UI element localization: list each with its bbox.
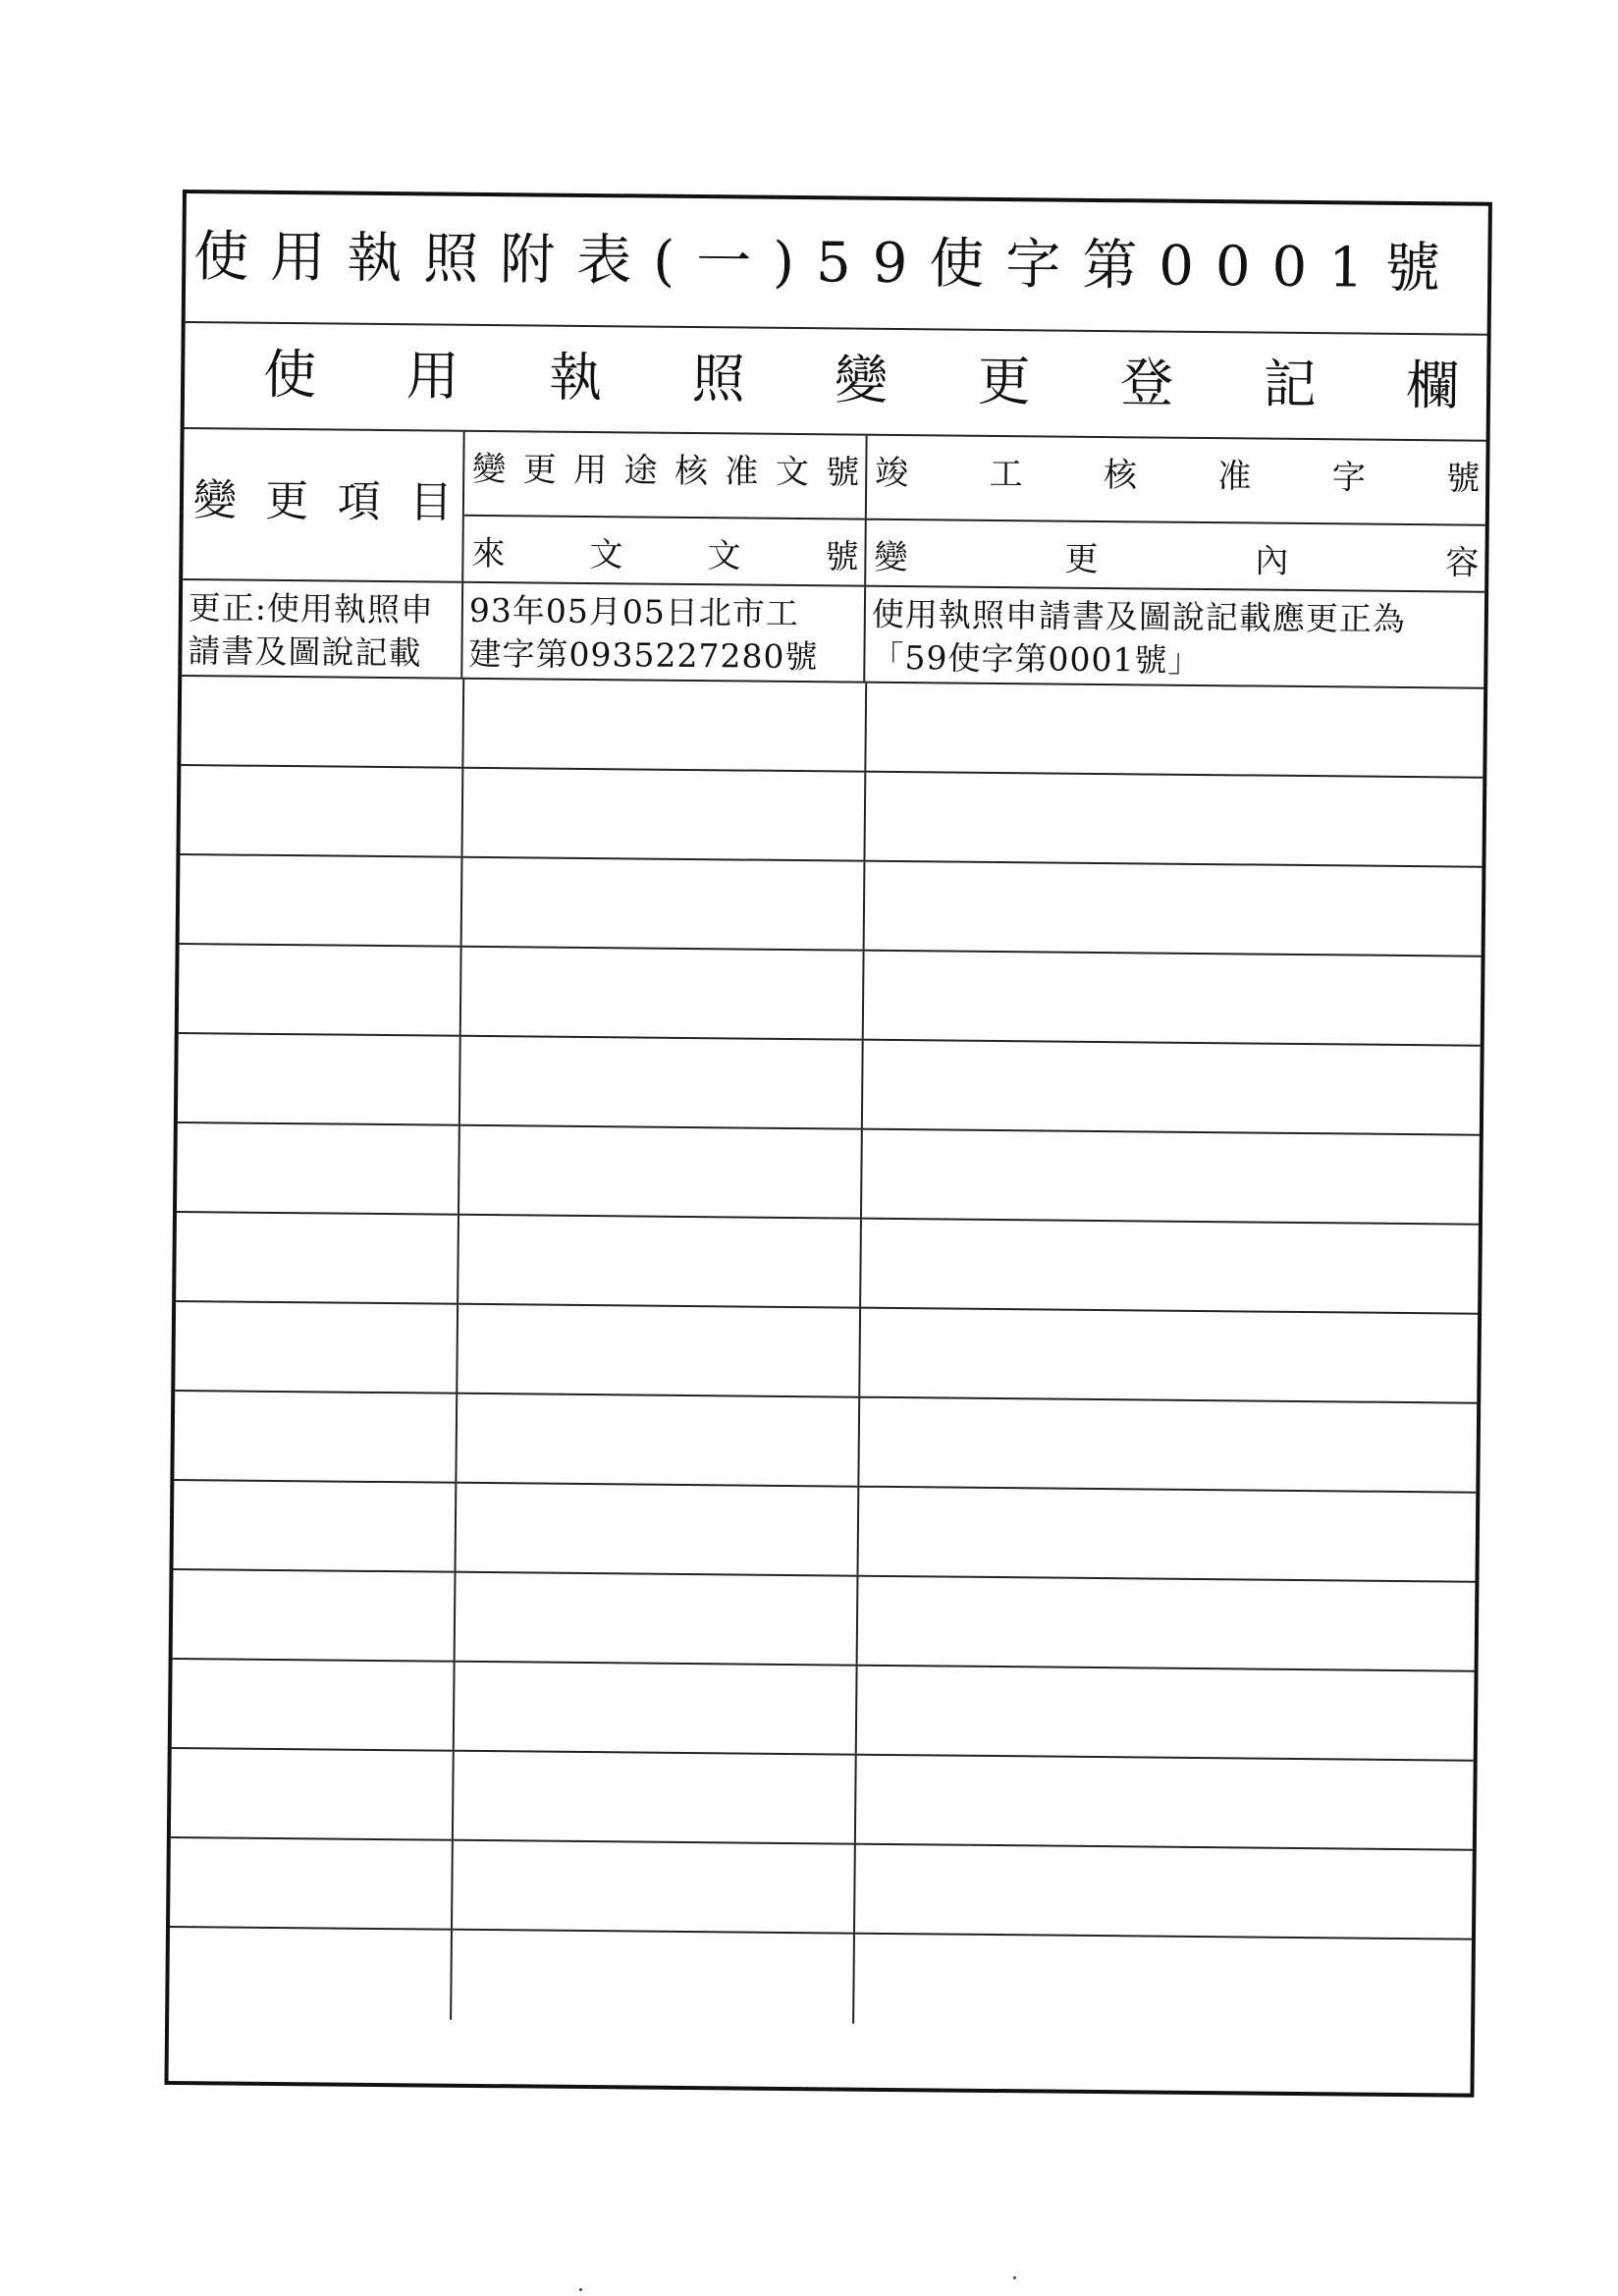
column-divider (456, 1305, 458, 1393)
column-divider (855, 1667, 858, 1754)
scan-speck (1013, 2276, 1016, 2279)
approval-number-label (472, 442, 859, 494)
table-row (174, 1392, 1477, 1494)
column-divider (458, 1126, 460, 1214)
header-completion-number (867, 436, 1486, 526)
header-char: 准 (725, 452, 759, 492)
header-char: 號 (1445, 459, 1481, 499)
section-title-char: 使 (262, 343, 317, 407)
column-divider (854, 1756, 857, 1843)
column-divider (455, 1484, 458, 1571)
section-title-char: 變 (834, 349, 889, 411)
table-header (183, 429, 1485, 593)
section-title-char: 登 (1119, 352, 1174, 414)
header-char: 文 (707, 536, 741, 576)
column-divider (859, 1220, 862, 1307)
header-char: 號 (825, 537, 859, 577)
table-row (182, 580, 1484, 689)
header-char: 途 (623, 451, 658, 491)
table-row (172, 1660, 1475, 1762)
table-row (178, 1034, 1481, 1136)
table-row (173, 1570, 1476, 1672)
header-char: 變 (874, 537, 908, 578)
header-char: 字 (1331, 458, 1366, 498)
header-char: 項 (337, 476, 381, 527)
header-document-number (463, 432, 867, 585)
change-content-label (874, 530, 1479, 584)
change-item-label (193, 465, 454, 530)
entry-content-text: 使用執照申請書及圖說記載應更正為 「59使字第0001號」 (871, 594, 1407, 680)
column-divider (450, 1931, 453, 2020)
header-change-content (866, 520, 1485, 591)
column-divider (864, 683, 867, 771)
column-divider (461, 680, 464, 767)
form-title: 使用執照附表(一)59使字第0001號 (193, 225, 1463, 301)
column-divider (453, 1663, 456, 1750)
column-divider (863, 773, 866, 860)
entry-change-item (182, 580, 463, 678)
column-divider (457, 1216, 459, 1303)
column-divider (460, 858, 463, 946)
table-row (180, 855, 1483, 957)
column-divider (860, 1130, 863, 1218)
table-row (171, 1749, 1474, 1851)
column-divider (451, 1841, 454, 1929)
license-appendix-form (164, 190, 1491, 2098)
column-divider (863, 862, 866, 950)
incoming-doc-label (471, 526, 858, 578)
section-title-char: 照 (691, 347, 745, 410)
header-char: 更 (522, 450, 557, 490)
completion-number-label (875, 446, 1480, 500)
entry-item-text: 更正:使用執照申 請書及圖說記載 (188, 588, 435, 673)
section-title-char: 執 (548, 346, 603, 410)
section-title-char: 記 (1263, 353, 1317, 416)
header-char: 文 (775, 452, 809, 493)
entry-change-content (865, 587, 1484, 687)
header-change-item (183, 429, 464, 581)
header-char: 更 (1064, 539, 1099, 579)
section-title (263, 344, 1460, 418)
table-row (170, 1838, 1473, 1941)
header-char: 變 (192, 475, 238, 526)
table-row (180, 766, 1483, 868)
header-approval-number (464, 432, 866, 520)
column-divider (455, 1394, 458, 1482)
header-incoming-doc (463, 517, 865, 585)
header-char: 內 (1255, 541, 1289, 581)
column-divider (452, 1752, 455, 1839)
header-char: 用 (572, 450, 608, 491)
header-char: 更 (265, 475, 309, 527)
column-divider (459, 948, 462, 1035)
column-divider (862, 952, 865, 1039)
table-row (179, 945, 1482, 1047)
column-divider (454, 1573, 457, 1661)
column-divider (856, 1488, 859, 1575)
column-divider (858, 1309, 861, 1396)
table-row (177, 1123, 1480, 1226)
section-title-char: 用 (405, 345, 459, 408)
blank-rows (169, 677, 1484, 2094)
entry-document-number (462, 583, 866, 682)
header-char: 竣 (875, 453, 909, 494)
header-char: 號 (826, 453, 860, 493)
column-divider (856, 1577, 859, 1665)
table-row (169, 1928, 1472, 2030)
table-row (175, 1302, 1478, 1404)
header-char: 容 (1445, 543, 1480, 583)
entry-doc-number-text: 93年05月05日北市工 建字第0935227280號 (468, 590, 819, 677)
section-title-row (185, 323, 1487, 442)
header-char: 核 (674, 451, 709, 492)
header-char: 來 (471, 533, 506, 574)
table-row (174, 1481, 1477, 1583)
header-content (866, 436, 1485, 591)
column-divider (458, 1037, 461, 1124)
table-row (181, 677, 1483, 779)
scan-speck (579, 2288, 582, 2291)
table-row (176, 1213, 1479, 1315)
header-char: 變 (472, 449, 507, 490)
column-divider (460, 769, 463, 856)
column-divider (852, 1935, 855, 2024)
section-title-char: 欄 (1405, 354, 1460, 417)
header-char: 目 (408, 477, 454, 528)
form-title-row (186, 193, 1488, 336)
header-char: 核 (1103, 456, 1138, 496)
column-divider (853, 1845, 856, 1933)
column-divider (861, 1041, 864, 1128)
section-title-char: 更 (977, 350, 1031, 413)
header-char: 准 (1217, 457, 1252, 497)
header-char: 工 (989, 454, 1023, 495)
column-divider (857, 1398, 860, 1486)
header-char: 文 (589, 534, 623, 575)
